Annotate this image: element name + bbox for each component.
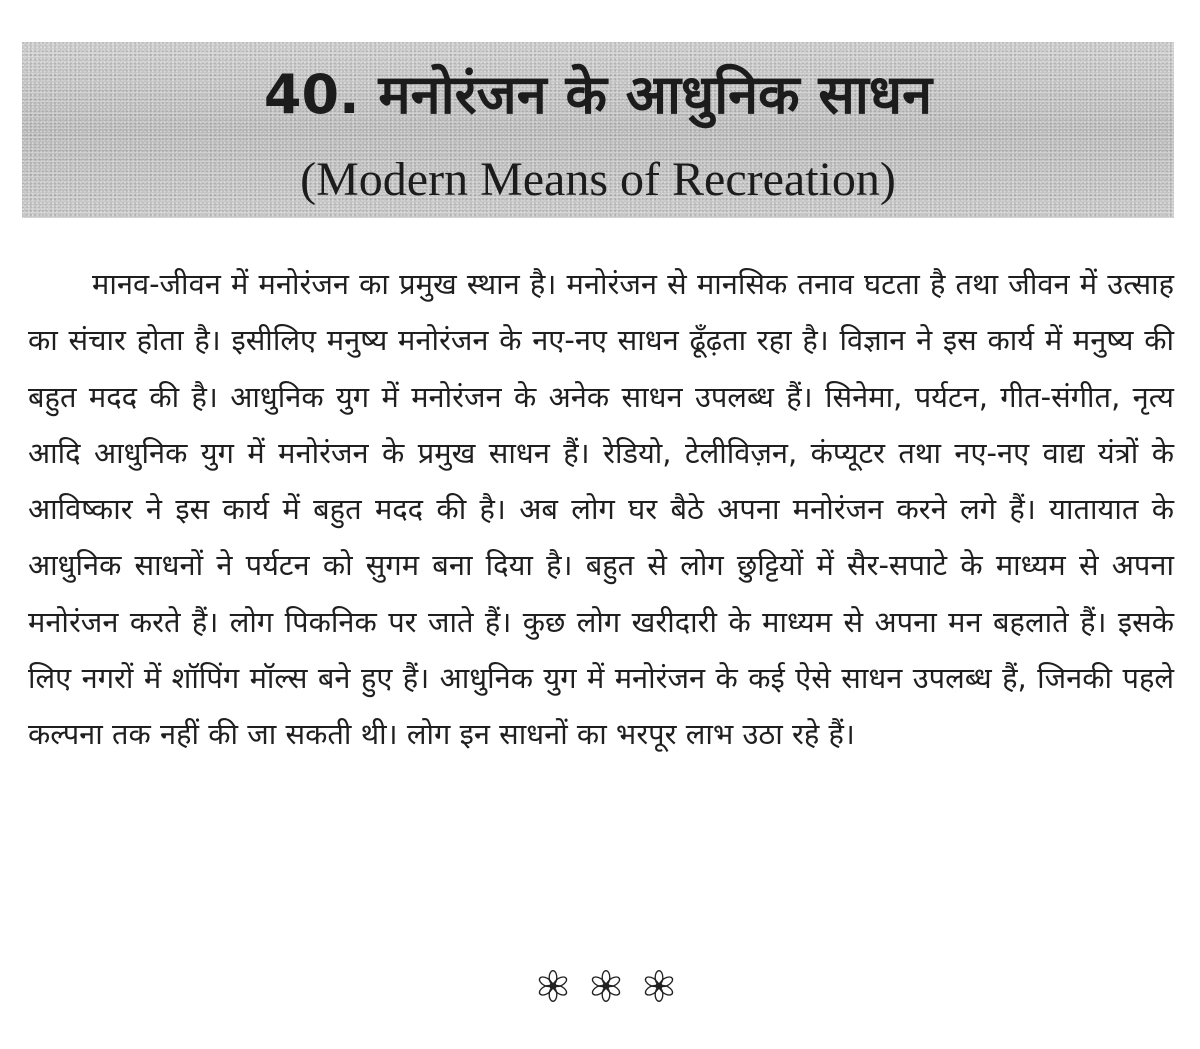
title-hindi: 40. मनोरंजन के आधुनिक साधन — [263, 63, 933, 126]
flower-icon — [642, 969, 676, 1003]
flower-icon — [536, 969, 570, 1003]
end-ornaments — [536, 966, 676, 1006]
essay-paragraph: मानव-जीवन में मनोरंजन का प्रमुख स्थान है। मनोरंजन से मानसिक तनाव घटता है तथा जीवन में उत्साह का संचार होता है। इसीलिए मनुष्य मनोरंजन के नए-नए साधन ढूँढ़ता रहा है। विज्ञान ने इस कार्य में मनुष्य की बहुत मदद की है। आधुनिक युग में मनोरंजन के अनेक साधन उपलब्ध हैं। सिनेमा, पर्यटन, गीत-संगीत, नृत्य आदि आधुनिक युग में मनोरंजन के प्रमुख साधन हैं। रेडियो, टेलीविज़न, कंप्यूटर तथा नए-नए वाद्य यंत्रों के आविष्कार ने इस कार्य में बहुत मदद की है। अब लोग घर बैठे अपना मनोरंजन करने लगे हैं। यातायात के आधुनिक साधनों ने पर्यटन को सुगम बना दिया है। बहुत से लोग छुट्टियों में सैर-सपाटे के माध्यम से अपना मनोरंजन करते हैं। लोग पिकनिक पर जाते हैं। कुछ लोग खरीदारी के माध्यम से अपना मन बहलाते हैं। इसके लिए नगरों में शॉपिंग मॉल्स बने हुए हैं। आधुनिक युग में मनोरंजन के कई ऐसे साधन उपलब्ध हैं, जिनकी पहले कल्पना तक नहीं की जा सकती थी। लोग इन साधनों का भरपूर लाभ उठा रहे हैं। — [28, 267, 1174, 752]
title-band — [22, 42, 1174, 218]
title-english: (Modern Means of Recreation) — [300, 153, 896, 206]
flower-icon — [589, 969, 623, 1003]
